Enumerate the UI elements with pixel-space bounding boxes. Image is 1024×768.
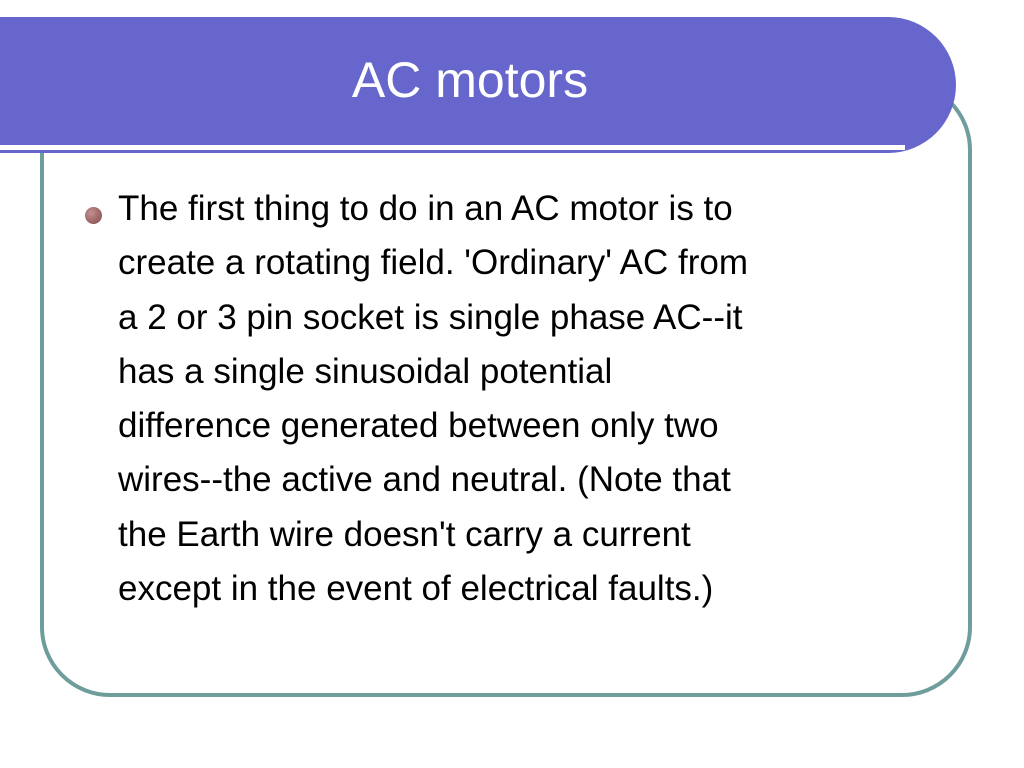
- title-underline: [0, 145, 905, 150]
- bullet-text: The first thing to do in an AC motor is to create a rotating field. 'Ordinary' AC from a 2 or 3 pin socket is single phase AC--it has a single sinusoidal potential difference generated between only two wires--the active and neutral. (Note that the Earth wire doesn't carry a current except in the event of electrical faults.): [118, 189, 749, 609]
- bullet-dot-icon: [85, 207, 102, 224]
- bullet-item: [78, 182, 938, 616]
- bullet-list: [78, 182, 938, 616]
- slide-title: AC motors: [351, 52, 589, 108]
- title-bar: [0, 17, 956, 153]
